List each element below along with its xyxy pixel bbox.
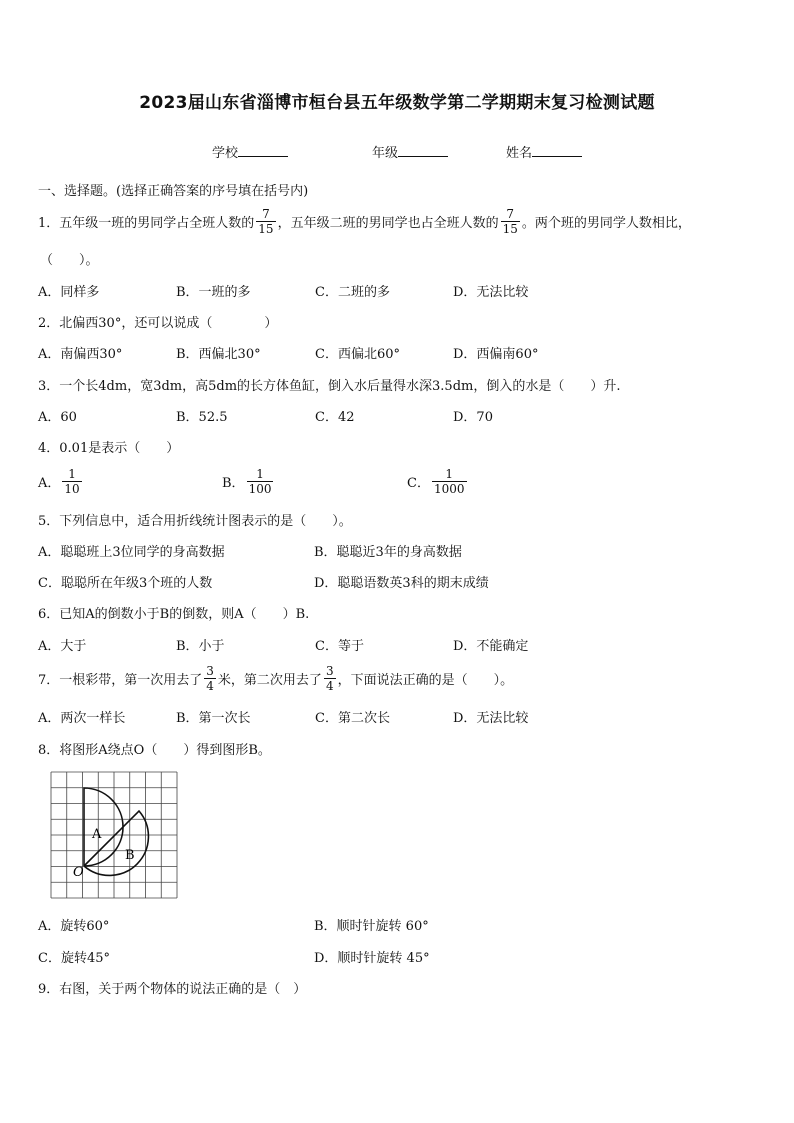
q1-text-c: 。两个班的男同学人数相比， xyxy=(521,215,691,231)
label-b: B xyxy=(125,848,135,863)
option-label: A． xyxy=(38,475,61,491)
q8-option-c[interactable]: C．旋转45° xyxy=(38,951,110,966)
fraction-denominator: 4 xyxy=(325,678,334,693)
school-blank xyxy=(238,142,288,157)
rotation-figure xyxy=(46,768,184,902)
q5-option-a[interactable]: A．聪聪班上3位同学的身高数据 xyxy=(38,545,225,560)
q1-option-d[interactable]: D．无法比较 xyxy=(453,285,529,300)
q7-text-c: ，下面说法正确的是（ ）。 xyxy=(337,672,514,688)
q4-fraction-c xyxy=(432,467,467,496)
q7-text-b: 米，第二次用去了 xyxy=(217,672,322,688)
q1-text-b: ，五年级二班的男同学也占全班人数的 xyxy=(277,215,499,231)
name-blank xyxy=(532,142,582,157)
fraction-numerator: 1 xyxy=(68,466,76,481)
q4-fraction-b xyxy=(247,467,274,496)
question-4: 4．0.01是表示（ ） xyxy=(38,441,180,456)
question-5: 5．下列信息中，适合用折线统计图表示的是（ ）。 xyxy=(38,514,352,529)
q4-option-a[interactable] xyxy=(38,464,84,498)
question-3: 3．一个长4dm，宽3dm，高5dm的长方体鱼缸，倒入水后量得水深3.5dm，倒入的水是（ ）升. xyxy=(38,379,621,394)
section-heading: 一、选择题。(选择正确答案的序号填在括号内) xyxy=(38,184,309,199)
q4-option-b[interactable] xyxy=(222,464,275,498)
q2-option-c[interactable]: C．西偏北60° xyxy=(315,347,400,362)
name-field xyxy=(506,142,582,161)
fraction-numerator: 1 xyxy=(256,466,264,481)
q5-option-d[interactable]: D．聪聪语数英3科的期末成绩 xyxy=(314,576,489,591)
school-label: 学校 xyxy=(212,146,239,161)
q6-option-b[interactable]: B．小于 xyxy=(176,639,225,654)
q1-option-c[interactable]: C．二班的多 xyxy=(315,285,390,300)
question-1 xyxy=(38,204,691,238)
q1-fraction-2 xyxy=(501,207,520,236)
q4-option-c[interactable] xyxy=(407,464,469,498)
q5-option-c[interactable]: C．聪聪所在年级3个班的人数 xyxy=(38,576,213,591)
grade-field xyxy=(372,142,448,161)
fraction-numerator: 7 xyxy=(262,206,270,221)
q3-option-c[interactable]: C．42 xyxy=(315,410,355,425)
question-8: 8．将图形A绕点O（ ）得到图形B。 xyxy=(38,743,271,758)
q7-text-a: 7．一根彩带，第一次用去了 xyxy=(38,672,203,688)
question-2: 2．北偏西30°，还可以说成（ ） xyxy=(38,316,278,331)
fraction-denominator: 10 xyxy=(64,481,80,496)
page-title: 2023届山东省淄博市桓台县五年级数学第二学期期末复习检测试题 xyxy=(139,93,655,113)
fraction-denominator: 100 xyxy=(248,481,272,496)
question-9: 9．右图，关于两个物体的说法正确的是（ ） xyxy=(38,982,307,997)
fraction-denominator: 4 xyxy=(206,678,214,693)
school-field xyxy=(212,142,288,161)
shape-b xyxy=(84,811,148,875)
fraction-denominator: 15 xyxy=(258,221,274,236)
q7-option-a[interactable]: A．两次一样长 xyxy=(38,711,126,726)
grade-blank xyxy=(398,142,448,157)
q7-option-c[interactable]: C．第二次长 xyxy=(315,711,390,726)
q2-option-b[interactable]: B．西偏北30° xyxy=(176,347,261,362)
q7-fraction-2 xyxy=(324,664,336,693)
fraction-denominator: 1000 xyxy=(433,481,465,496)
q8-option-a[interactable]: A．旋转60° xyxy=(38,919,110,934)
q1-option-a[interactable]: A．同样多 xyxy=(38,285,100,300)
q4-fraction-a xyxy=(62,467,81,496)
name-label: 姓名 xyxy=(506,146,533,161)
q7-option-d[interactable]: D．无法比较 xyxy=(453,711,529,726)
q1-fraction-1 xyxy=(256,207,275,236)
q6-option-c[interactable]: C．等于 xyxy=(315,639,364,654)
fraction-numerator: 3 xyxy=(325,663,334,678)
grade-label: 年级 xyxy=(372,146,399,161)
question-7 xyxy=(38,660,513,696)
q1-option-b[interactable]: B．一班的多 xyxy=(176,285,251,300)
q2-option-d[interactable]: D．西偏南60° xyxy=(453,347,539,362)
q3-option-b[interactable]: B．52.5 xyxy=(176,410,228,425)
label-a: A xyxy=(92,827,102,842)
q2-option-a[interactable]: A．南偏西30° xyxy=(38,347,123,362)
fraction-numerator: 1 xyxy=(445,466,454,481)
option-label: B． xyxy=(222,475,245,491)
fraction-denominator: 15 xyxy=(502,221,518,236)
q1-text-d: （ ）。 xyxy=(40,253,99,268)
q5-option-b[interactable]: B．聪聪近3年的身高数据 xyxy=(314,545,462,560)
label-o: O xyxy=(73,865,84,880)
q8-option-b[interactable]: B．顺时针旋转 60° xyxy=(314,919,429,934)
option-label: C． xyxy=(407,475,430,491)
q3-option-a[interactable]: A．60 xyxy=(38,410,77,425)
fraction-numerator: 3 xyxy=(206,663,214,678)
question-6: 6．已知A的倒数小于B的倒数，则A（ ）B. xyxy=(38,607,310,622)
q3-option-d[interactable]: D．70 xyxy=(453,410,493,425)
shape-a xyxy=(84,788,123,866)
q8-option-d[interactable]: D．顺时针旋转 45° xyxy=(314,951,430,966)
fraction-numerator: 7 xyxy=(506,206,515,221)
q7-fraction-1 xyxy=(204,664,216,693)
q7-option-b[interactable]: B．第一次长 xyxy=(176,711,251,726)
q6-option-a[interactable]: A．大于 xyxy=(38,639,87,654)
q6-option-d[interactable]: D．不能确定 xyxy=(453,639,529,654)
q1-text-a: 1．五年级一班的男同学占全班人数的 xyxy=(38,215,255,231)
